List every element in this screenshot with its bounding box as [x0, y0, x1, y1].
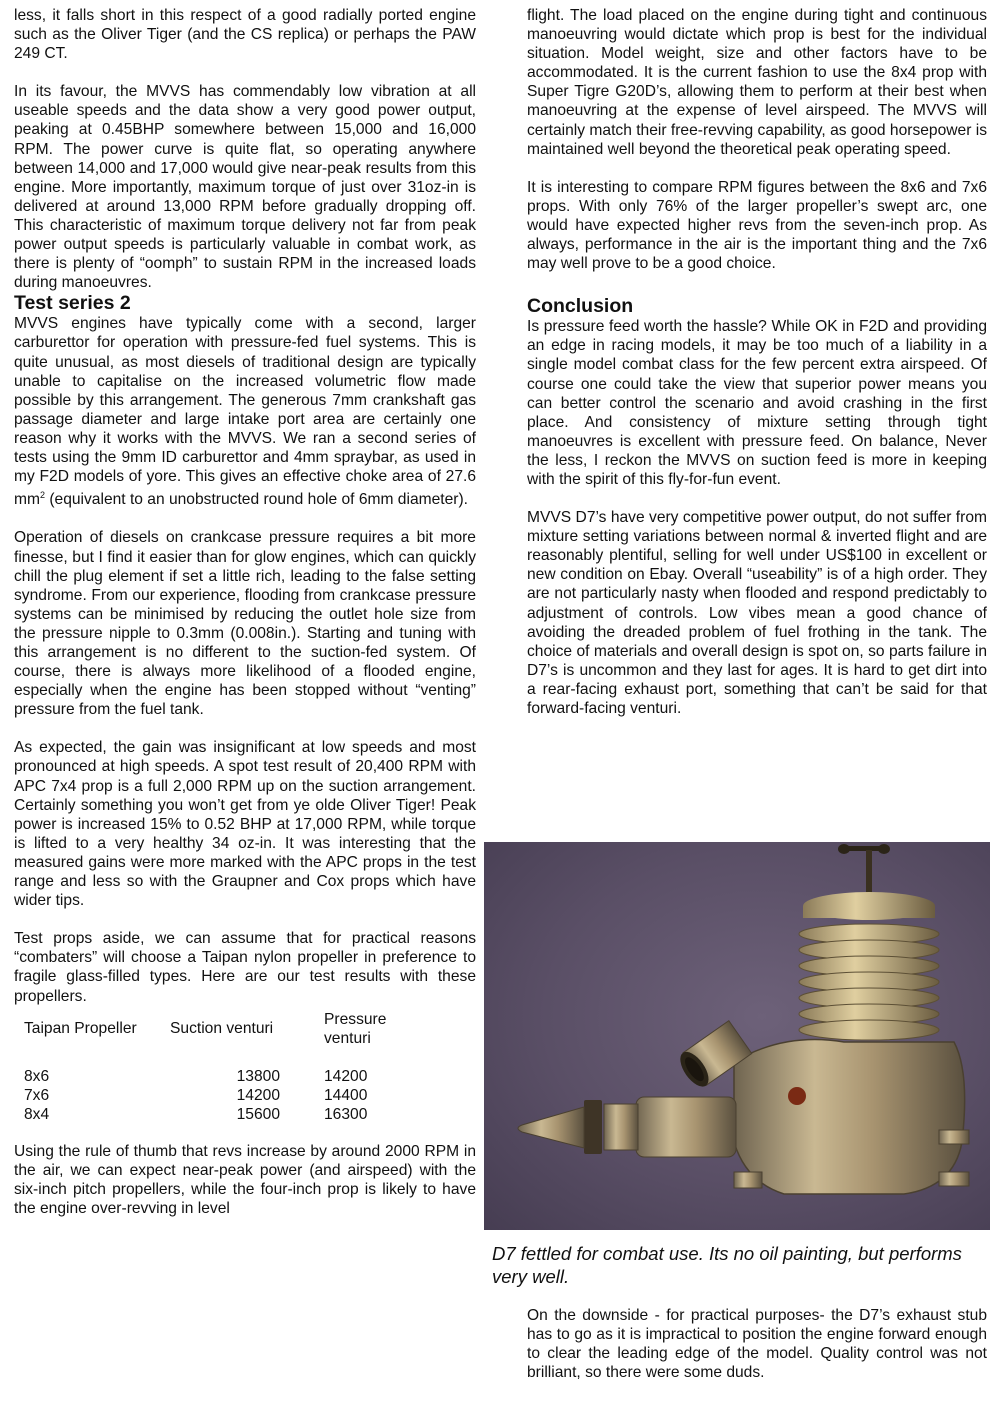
paragraph: flight. The load placed on the engine during tight and continuous manoeuvring would dictate which prop is best for the individual situation. Model weight, size and other factors have to be accommodated. It is the current fashion to use the 8x4 prop with Super Tigre G20D’s, allowing them to perform at their best when manoeuvring at the expense of level airspeed. The MVVS will certainly match their free-revving capability, as good horsepower is maintained well beyond the theoretical peak operating speed. [527, 7, 987, 158]
paragraph: On the downside - for practical purposes- the D7’s exhaust stub has to go as it is impractical to position the engine forward enough to clear the leading edge of the model. Quality control was not brilliant, so there were some duds. [527, 1307, 987, 1382]
photo-caption: D7 fettled for combat use. Its no oil painting, but performs very well. [492, 1243, 962, 1287]
paragraph: Test props aside, we can assume that for practical reasons “combaters” will choose a Taipan nylon propeller in preference to fragile glass-filled types. Here are our test results with these propellers. [14, 930, 476, 1005]
superscript: 2 [39, 490, 45, 501]
paragraph: Operation of diesels on crankcase pressure requires a bit more finesse, but I find it easier than for glow engines, which can quickly chill the plug element if set a little rich, leading to the false setting syndrome. From our experience, flooding from crankcase pressure systems can be minimised by reducing the outlet hole size from the pressure nipple to 0.3mm (0.008in.). Starting and tuning with this arrangement is no different to the suction-fed system. Of course, there is always more likelihood of a flooded engine, especially when the engine has been stopped without “venting” pressure from the fuel tank. [14, 529, 476, 719]
table-row: 7x6 14200 14400 [24, 1086, 368, 1104]
table-row: 8x4 15600 16300 [24, 1105, 368, 1123]
section-heading-conclusion: Conclusion [527, 295, 634, 318]
propeller-results-table [24, 1010, 424, 1124]
left-column [14, 6, 476, 1237]
right-column-bottom [527, 1306, 987, 1382]
paragraph: Is pressure feed worth the hassle? While OK in F2D and providing an edge in racing models, it may be too much of a liability in a single model combat class for the few percent extra airspeed. Of course one could take the view that superior power means you can better control the scenario and avoid crashing in the first place. And consistency of mixture setting through tight manoeuvres is excellent with pressure feed. On balance, Never the less, I reckon the MVVS on suction feed is more in keeping with the spirit of this fly-for-fun event. [527, 318, 987, 488]
paragraph: less, it falls short in this respect of a good radially ported engine such as the Oliver Tiger (and the CS replica) or perhaps the PAW 249 CT. [14, 7, 476, 63]
table-header: Suction venturi [170, 1020, 274, 1038]
table-header: Taipan Propeller [24, 1020, 137, 1038]
table-header-row [24, 1010, 424, 1048]
paragraph: In its favour, the MVVS has commendably low vibration at all useable speeds and the data show a very good power output, peaking at 0.45BHP somewhere between 15,000 and 16,000 RPM. The power curve is quite flat, so operating anywhere between 14,000 and 17,000 would give near-peak results from this engine. More importantly, maximum torque of just over 31oz-in is delivered at around 13,000 RPM before gradually dropping off. This characteristic of maximum torque delivery not far from peak power output speeds is particularly valuable in combat work, as there is plenty of “oomph” to sustain RPM in the increased loads during manoeuvres. [14, 83, 476, 292]
section-heading-test-series-2: Test series 2 [14, 292, 131, 315]
table-header: Pressure venturi [324, 1010, 387, 1047]
model-diesel-engine-photo [484, 842, 990, 1230]
engine-illustration [484, 842, 990, 1230]
paragraph: As expected, the gain was insignificant at low speeds and most pronounced at high speeds. A spot test result of 20,400 RPM with APC 7x4 prop is a full 2,000 RPM up on the suction arrangement. Certainly something you won’t get from ye olde Oliver Tiger! Peak power is increased 15% to 0.52 BHP at 17,000 RPM, while torque is lifted to a very healthy 34 oz-in. It was interesting that the measured gains were more marked with the APC props in the test range and less so with the Graupner and Cox props which have wider tips. [14, 739, 476, 910]
paragraph: MVVS D7’s have very competitive power output, do not suffer from mixture setting variations between normal & inverted flight and are reasonably plentiful, selling for well under US$100 in excellent or new condition on Ebay. Overall “useability” is of a high order. They are not particularly nasty when flooded and respond predictably to adjustment of controls. Low vibes mean a good chance of avoiding the dreaded problem of fuel frothing in the tank. The choice of materials and overall design is spot on, so parts failure in D7’s is uncommon and they last for ages. It is hard to get dirt into a rear-facing exhaust port, something that can’t be said for that forward-facing venturi. [527, 509, 987, 717]
paragraph: MVVS engines have typically come with a second, larger carburettor for operation with pressure-fed fuel systems. This is quite unusual, as most diesels of traditional design are typically unable to capitalise on the increased volumetric flow made possible by this arrangement. The generous 7mm crankshaft gas passage diameter and large intake port area are certainly one reason why it works with the MVVS. We ran a second series of tests using the 9mm ID carburettor and 4mm spraybar, as used in my F2D models of yore. This gives an effective choke area of 27.6 $mm^2$ (equivalent to an unobstructed round hole of 6mm diameter). [14, 315, 476, 509]
table-row: 8x6 13800 14200 [24, 1067, 368, 1085]
paragraph: Using the rule of thumb that revs increase by around 2000 RPM in the air, we can expect near-peak power (and airspeed) with the six-inch pitch propellers, while the four-inch prop is likely to have the engine over-revving in level [14, 1143, 476, 1218]
right-column [527, 6, 987, 737]
paragraph: It is interesting to compare RPM figures between the 8x6 and 7x6 props. With only 76% of the larger propeller’s swept arc, one would have expected higher revs from the seven-inch prop. As always, performance in the air is the important thing and the 7x6 may well prove to be a good choice. [527, 178, 987, 273]
